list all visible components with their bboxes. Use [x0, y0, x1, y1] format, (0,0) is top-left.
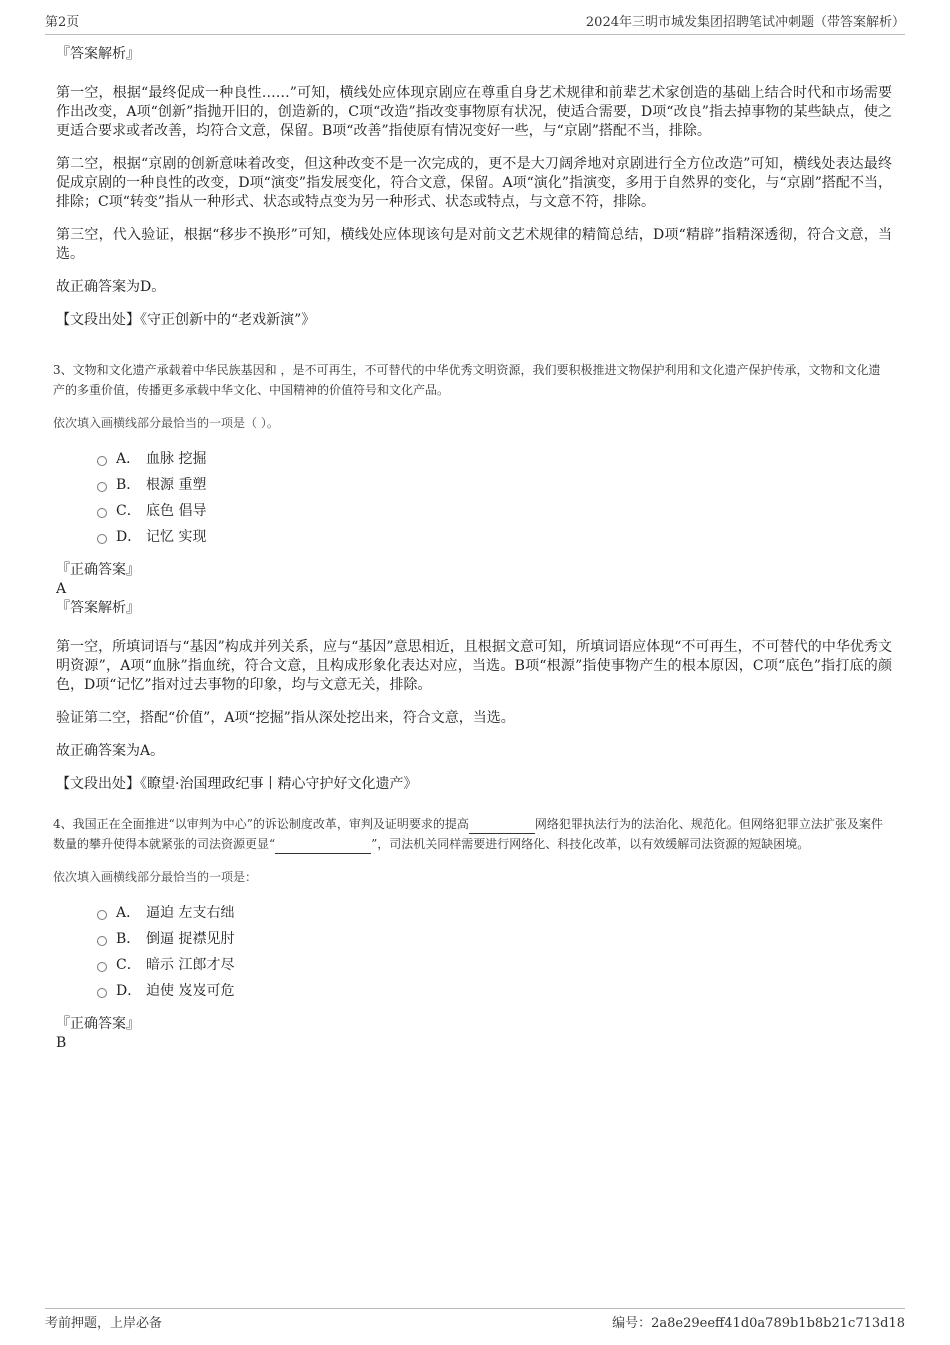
- radio-icon[interactable]: [97, 534, 107, 544]
- question-text: [53, 814, 892, 854]
- option-text: 记忆 实现: [146, 529, 207, 545]
- options-list: [97, 446, 892, 550]
- option-text: 迫使 岌岌可危: [146, 983, 235, 999]
- option-a[interactable]: [97, 446, 892, 472]
- option-letter: D．: [116, 529, 142, 545]
- question-text-part: 4、我国正在全面推进“以审判为中心”的诉讼制度改革，审判及证明要求的提高: [53, 817, 469, 831]
- analysis-paragraph: 第二空，根据“京剧的创新意味着改变，但这种改变不是一次完成的，更不是大刀阔斧地对京剧进行全方位改造”可知，横线处表达最终促成京剧的一种良性的改变，D项“演变”指发展变化，符合文意，保留。A项“演化”指演变，多用于自然界的变化，与“京剧”搭配不当，排除；C项“转变”指从一种形式、状态或特点变为另一种形式、状态或特点，与文意不符，排除。: [56, 156, 892, 210]
- code-value: 2a8e29eeff41d0a789b1b8b21c713d18: [651, 1316, 905, 1331]
- radio-icon[interactable]: [97, 482, 107, 492]
- analysis-conclusion: 故正确答案为D。: [56, 279, 166, 295]
- radio-icon[interactable]: [97, 456, 107, 466]
- page-footer: [45, 1308, 905, 1333]
- analysis-paragraph: 第三空，代入验证，根据“移步不换形”可知，横线处应体现该句是对前文艺术规律的精简总结，D项“精辟”指精深透彻，符合文意，当选。: [56, 227, 892, 262]
- question-text: 3、文物和文化遗产承载着中华民族基因和 ，是不可再生，不可替代的中华优秀文明资源，我们要积极推进文物保护利用和文化遗产保护传承，文物和文化遗产的多重价值，传播更多承载中华文化、中国精神的价值符号和文化产品。: [53, 363, 881, 397]
- option-text: 血脉 挖掘: [146, 451, 207, 467]
- option-letter: A．: [116, 905, 141, 921]
- question-text-part: 网络犯罪执法行为的法治化、规范化。但网络犯罪立法扩张及案件数量的攀升使得本就紧张的司法资源更显“: [53, 817, 883, 851]
- analysis-paragraph: 验证第二空，搭配“价值”，A项“挖掘”指从深处挖出来，符合文意，当选。: [56, 710, 515, 726]
- correct-answer: B: [56, 1035, 67, 1051]
- option-b[interactable]: [97, 472, 892, 498]
- code-label: 编号：: [612, 1316, 652, 1331]
- option-letter: C．: [116, 503, 141, 519]
- radio-icon[interactable]: [97, 910, 107, 920]
- option-c[interactable]: [97, 498, 892, 524]
- option-a[interactable]: [97, 900, 892, 926]
- document-title: 2024年三明市城发集团招聘笔试冲刺题（带答案解析）: [585, 15, 905, 30]
- option-d[interactable]: [97, 524, 892, 550]
- analysis-conclusion: 故正确答案为A。: [56, 743, 165, 759]
- option-letter: B．: [116, 931, 141, 947]
- analysis-paragraph: 第一空，所填词语与“基因”构成并列关系，应与“基因”意思相近，且根据文意可知，所填词语应体现“不可再生，不可替代的中华优秀文明资源”，A项“血脉”指血统，符合文意，且构成形象化表达对应，当选。B项“根源”指使事物产生的根本原因，C项“底色”指打底的颜色，D项“记忆”指对过去事物的印象，均与文意无关，排除。: [56, 639, 892, 693]
- option-text: 暗示 江郎才尽: [146, 957, 235, 973]
- correct-answer: A: [56, 581, 67, 597]
- question-text-part: ”，司法机关同样需要进行网络化、科技化改革，以有效缓解司法资源的短缺困境。: [371, 837, 810, 851]
- option-letter: B．: [116, 477, 141, 493]
- source-citation: 【文段出处】《瞭望·治国理政纪事丨精心守护好文化遗产》: [56, 776, 418, 792]
- option-b[interactable]: [97, 926, 892, 952]
- source-citation: 【文段出处】《守正创新中的“老戏新演”》: [56, 312, 316, 328]
- page-number: 第2页: [45, 15, 80, 30]
- footer-slogan: 考前押题，上岸必备: [45, 1316, 163, 1331]
- radio-icon[interactable]: [97, 988, 107, 998]
- option-c[interactable]: [97, 952, 892, 978]
- analysis-tag: 『答案解析』: [56, 600, 140, 616]
- analysis-paragraph: 第一空，根据“最终促成一种良性……”可知，横线处应体现京剧应在尊重自身艺术规律和前辈艺术家创造的基础上结合时代和市场需要作出改变，A项“创新”指抛开旧的，创造新的，C项“改造”指改变事物原有状况，使适合需要，D项“改良”指去掉事物的某些缺点，使之更适合要求或者改善，均符合文意，保留。B项“改善”指使原有情况变好一些，与“京剧”搭配不当，排除。: [56, 85, 892, 139]
- correct-answer-tag: 『正确答案』: [56, 1016, 140, 1032]
- fill-blank: [275, 839, 371, 854]
- fill-blank: [469, 819, 535, 834]
- option-text: 根源 重塑: [146, 477, 207, 493]
- analysis-tag: 『答案解析』: [56, 46, 140, 62]
- option-letter: C．: [116, 957, 141, 973]
- question-prompt: 依次填入画横线部分最恰当的一项是：: [53, 870, 258, 884]
- correct-answer-tag: 『正确答案』: [56, 562, 140, 578]
- radio-icon[interactable]: [97, 936, 107, 946]
- radio-icon[interactable]: [97, 962, 107, 972]
- page-header: [45, 14, 905, 35]
- option-letter: A．: [116, 451, 141, 467]
- page-content: [53, 44, 892, 1052]
- option-letter: D．: [116, 983, 142, 999]
- option-d[interactable]: [97, 978, 892, 1004]
- option-text: 底色 倡导: [146, 503, 207, 519]
- question-prompt: 依次填入画横线部分最恰当的一项是（ ）。: [53, 416, 279, 430]
- document-code: [612, 1313, 905, 1335]
- option-text: 逼迫 左支右绌: [146, 905, 235, 921]
- option-text: 倒逼 捉襟见肘: [146, 931, 235, 947]
- options-list: [97, 900, 892, 1004]
- radio-icon[interactable]: [97, 508, 107, 518]
